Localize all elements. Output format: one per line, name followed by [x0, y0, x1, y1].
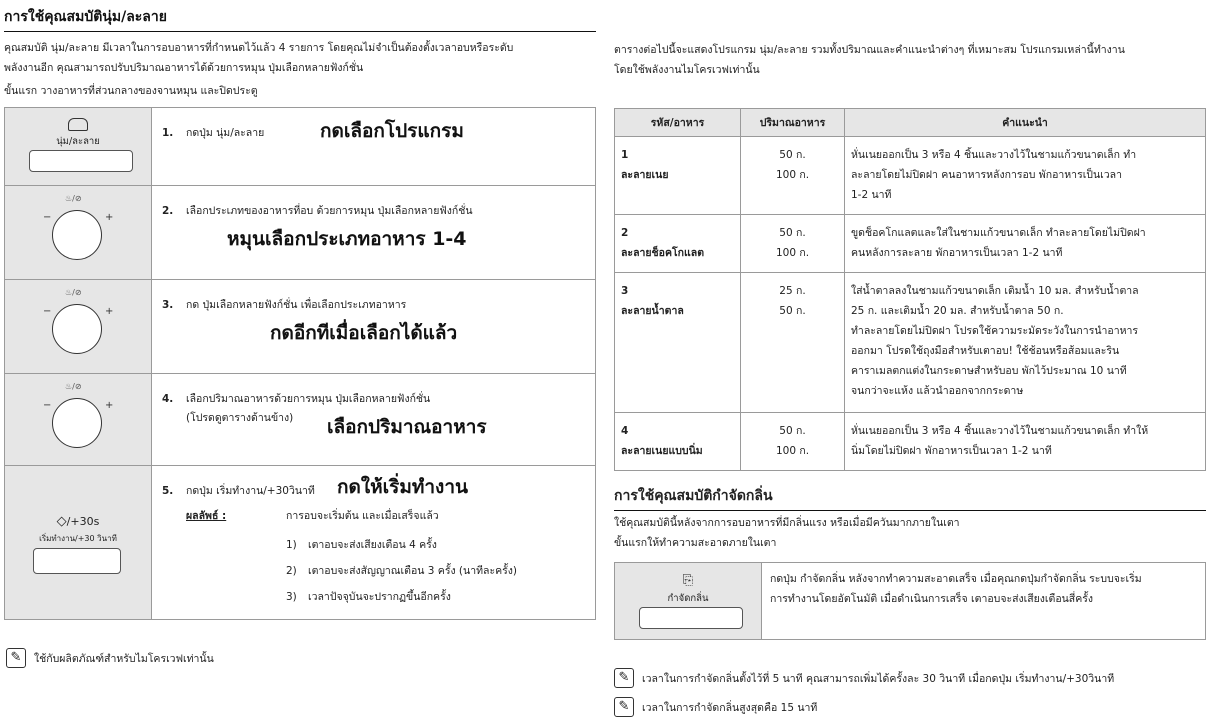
step-row	[5, 466, 596, 620]
list-item	[286, 558, 585, 584]
food-code-cell	[615, 215, 741, 273]
advice-line: ขูดช็อคโกแลตและใส่ในชามแก้วขนาดเล็ก ทำละลายโดยไม่ปิดฝา	[851, 227, 1146, 239]
step-annotation: หมุนเลือกประเภทอาหาร 1-4	[227, 228, 467, 250]
deodorize-icon-cell	[615, 563, 762, 640]
footnote	[6, 648, 214, 668]
first-step-text: ขั้นแรก วางอาหารที่ส่วนกลางของจานหมุน และปิดประตู	[4, 85, 258, 97]
intro-line-1: คุณสมบัติ นุ่ม/ละลาย มีเวลาในการอบอาหารที่กำหนดไว้แล้ว 4 รายการ โดยคุณไม่จำเป็นต้องตั้งเวลาอบหรือระดับ	[4, 42, 514, 54]
amount-value: 100 ก.	[775, 445, 810, 457]
deodorize-note-text: เวลาในการกำจัดกลิ่นสูงสุดคือ 15 นาที	[642, 701, 818, 714]
food-code-cell	[615, 273, 741, 413]
amount-value: 50 ก.	[779, 227, 806, 239]
list-item-text: เวลาปัจจุบันจะปรากฏขึ้นอีกครั้ง	[308, 591, 451, 603]
step-number: 4.	[162, 393, 174, 405]
table-row	[615, 215, 1206, 273]
amount-value: 50 ก.	[779, 305, 806, 317]
step-annotation: กดอีกทีเมื่อเลือกได้แล้ว	[270, 322, 458, 344]
amount-value: 25 ก.	[779, 285, 806, 297]
deodorize-intro-line-2: ขั้นแรกให้ทำความสะอาดภายในเตา	[614, 537, 777, 549]
advice-line: ละลายโดยไม่ปิดฝา คนอาหารหลังการอบ พักอาหารเป็นเวลา	[851, 169, 1122, 181]
column-header-amount: ปริมาณอาหาร	[741, 109, 845, 137]
advice-line: ใส่น้ำตาลลงในชามแก้วขนาดเล็ก เติมน้ำ 10 มล. สำหรับน้ำตาล	[851, 285, 1139, 297]
program-table	[614, 108, 1206, 471]
advice-cell	[845, 137, 1206, 215]
advice-cell	[845, 413, 1206, 471]
food-code-cell	[615, 137, 741, 215]
step-text-cell	[152, 186, 596, 280]
deodorize-note-text: เวลาในการกำจัดกลิ่นตั้งไว้ที่ 5 นาที คุณสามารถเพิ่มได้ครั้งละ 30 วินาที เมื่อกดปุ่ม เริ่มทำงาน/+30วินาที	[642, 672, 1115, 685]
amount-cell	[741, 215, 845, 273]
softening-section	[4, 6, 596, 620]
table-intro-line-1: ตารางต่อไปนี้จะแสดงโปรแกรม นุ่ม/ละลาย รวมทั้งปริมาณและคำแนะนำต่างๆ ที่เหมาะสม โปรแกรมเหล่านี้ทำงาน	[614, 44, 1125, 56]
column-header-advice: คำแนะนำ	[845, 109, 1206, 137]
step-row	[5, 280, 596, 374]
food-code: 2	[621, 227, 629, 239]
advice-line: คาราเมลตกแต่งในกระดาษสำหรับอบ พักไว้ประมาณ 10 นาที	[851, 365, 1127, 377]
step-text: เลือกปริมาณอาหารด้วยการหมุน ปุ่มเลือกหลายฟังก์ชั่น	[186, 393, 431, 405]
step-text-cell	[152, 280, 596, 374]
dial-plus-icon: +	[105, 212, 114, 223]
result-list	[286, 532, 585, 610]
dial-minus-icon: −	[43, 306, 52, 317]
deodorize-icon: ⎘	[682, 573, 694, 588]
step-text: เลือกประเภทของอาหารที่อบ ด้วยการหมุน ปุ่มเลือกหลายฟังก์ชั่น	[186, 205, 473, 217]
step-icon-cell	[5, 466, 152, 620]
start-icon-text: /+30s	[66, 515, 100, 528]
steps-table	[4, 107, 596, 620]
dial-mode-icon: ♨/⊘	[65, 194, 82, 203]
dial-plus-icon: +	[105, 306, 114, 317]
list-item	[286, 532, 585, 558]
food-code-cell	[615, 413, 741, 471]
section-title-soften: การใช้คุณสมบัตินุ่ม/ละลาย	[4, 6, 596, 32]
footnote-text: ใช้กับผลิตภัณฑ์สำหรับไมโครเวฟเท่านั้น	[34, 652, 214, 665]
amount-value: 100 ก.	[775, 169, 810, 181]
start-icon: ◇	[56, 514, 67, 529]
deodorize-text-cell	[762, 563, 1206, 640]
intro-paragraph	[4, 38, 596, 78]
deodorize-note-2	[614, 697, 817, 717]
multi-function-dial[interactable]	[52, 304, 102, 354]
step-row	[5, 186, 596, 280]
advice-cell	[845, 215, 1206, 273]
deodorize-intro-line-1: ใช้คุณสมบัตินี้หลังจากการอบอาหารที่มีกลิ่นแรง หรือเมื่อมีควันมากภายในเตา	[614, 517, 960, 529]
step-icon-cell	[5, 374, 152, 466]
step-icon-cell	[5, 186, 152, 280]
dial-mode-icon: ♨/⊘	[65, 382, 82, 391]
step-subtext: (โปรดดูตารางด้านข้าง)	[186, 412, 294, 424]
food-code: 3	[621, 285, 629, 297]
dial-plus-icon: +	[105, 400, 114, 411]
deodorize-button[interactable]	[639, 607, 743, 629]
dial-minus-icon: −	[43, 400, 52, 411]
food-code: 1	[621, 149, 629, 161]
advice-line: ทำละลายโดยไม่ปิดฝา โปรดใช้ความระมัดระวังในการนำอาหาร	[851, 325, 1139, 337]
deodorize-button-label: กำจัดกลิ่น	[667, 593, 709, 604]
note-pencil-icon: ✎	[614, 668, 634, 688]
amount-value: 50 ก.	[779, 149, 806, 161]
list-item-number: 3)	[286, 591, 297, 603]
result-label: ผลลัพธ์ :	[186, 510, 227, 522]
table-row	[615, 413, 1206, 471]
food-code: 4	[621, 425, 629, 437]
result-block	[162, 507, 585, 526]
advice-cell	[845, 273, 1206, 413]
soften-button-label: นุ่ม/ละลาย	[56, 136, 100, 147]
section-title-deodorize: การใช้คุณสมบัติกำจัดกลิ่น	[614, 485, 1206, 511]
advice-line: นิ่มโดยไม่ปิดฝา พักอาหารเป็นเวลา 1-2 นาที	[851, 445, 1052, 457]
list-item-number: 2)	[286, 565, 297, 577]
step-text: กด ปุ่มเลือกหลายฟังก์ชั่น เพื่อเลือกประเภทอาหาร	[186, 299, 407, 311]
soften-button[interactable]	[29, 150, 133, 172]
result-intro: การอบจะเริ่มต้น และเมื่อเสร็จแล้ว	[286, 510, 439, 522]
table-header-row	[615, 109, 1206, 137]
note-pencil-icon: ✎	[6, 648, 26, 668]
amount-cell	[741, 413, 845, 471]
multi-function-dial[interactable]	[52, 398, 102, 448]
column-header-code: รหัส/อาหาร	[615, 109, 741, 137]
list-item	[286, 584, 585, 610]
list-item-text: เตาอบจะส่งสัญญาณเตือน 3 ครั้ง (นาทีละครั้ง)	[308, 565, 517, 577]
food-name: ละลายเนย	[621, 169, 669, 181]
table-intro	[614, 40, 1206, 80]
step-annotation: กดเลือกโปรแกรม	[320, 120, 464, 142]
note-pencil-icon: ✎	[614, 697, 634, 717]
dial-mode-icon: ♨/⊘	[65, 288, 82, 297]
step-number: 3.	[162, 299, 174, 311]
amount-cell	[741, 137, 845, 215]
food-name: ละลายน้ำตาล	[621, 305, 684, 317]
step-text-cell	[152, 108, 596, 186]
advice-line: 1-2 นาที	[851, 189, 892, 201]
advice-line: ออกมา โปรดใช้ถุงมือสำหรับเตาอบ! ใช้ช้อนหรือส้อมและริน	[851, 345, 1120, 357]
step-annotation: เลือกปริมาณอาหาร	[327, 416, 487, 438]
deodorize-note-1	[614, 668, 1114, 688]
amount-value: 100 ก.	[775, 247, 810, 259]
food-name: ละลายเนยแบบนิ่ม	[621, 445, 703, 457]
step-annotation: กดให้เริ่มทำงาน	[337, 476, 468, 498]
deodorize-row	[615, 563, 1206, 640]
step-icon-cell	[5, 108, 152, 186]
step-number: 1.	[162, 127, 174, 139]
start-button-label: เริ่มทำงาน/+30 วินาที	[39, 534, 117, 543]
multi-function-dial[interactable]	[52, 210, 102, 260]
food-name: ละลายช็อคโกแลต	[621, 247, 705, 259]
table-intro-line-2: โดยใช้พลังงานไมโครเวฟเท่านั้น	[614, 64, 760, 76]
step-row	[5, 374, 596, 466]
step-number: 5.	[162, 485, 174, 497]
advice-line: คนหลังการละลาย พักอาหารเป็นเวลา 1-2 นาที	[851, 247, 1063, 259]
list-item-text: เตาอบจะส่งเสียงเตือน 4 ครั้ง	[308, 539, 437, 551]
advice-line: หั่นเนยออกเป็น 3 หรือ 4 ชิ้นและวางไว้ในชามแก้วขนาดเล็ก ทำ	[851, 149, 1137, 161]
step-text-cell	[152, 374, 596, 466]
table-row	[615, 137, 1206, 215]
step-icon-cell	[5, 280, 152, 374]
deodorize-table	[614, 562, 1206, 640]
soften-icon	[68, 118, 88, 131]
step-row	[5, 108, 596, 186]
step-text-cell	[152, 466, 596, 620]
deodorize-text-line-1: กดปุ่ม กำจัดกลิ่น หลังจากทำความสะอาดเสร็จ เมื่อคุณกดปุ่มกำจัดกลิ่น ระบบจะเริ่ม	[770, 573, 1142, 585]
advice-line: หั่นเนยออกเป็น 3 หรือ 4 ชิ้นและวางไว้ในชามแก้วขนาดเล็ก ทำให้	[851, 425, 1149, 437]
amount-cell	[741, 273, 845, 413]
advice-line: จนกว่าจะแห้ง แล้วนำออกจากกระดาษ	[851, 385, 1024, 397]
amount-value: 50 ก.	[779, 425, 806, 437]
step-text: กดปุ่ม เริ่มทำงาน/+30วินาที	[186, 485, 315, 497]
step-number: 2.	[162, 205, 174, 217]
start-button[interactable]	[33, 548, 121, 574]
list-item-number: 1)	[286, 539, 297, 551]
program-table-section	[614, 40, 1206, 471]
intro-line-2: พลังงานอีก คุณสามารถปรับปริมาณอาหารได้ด้วยการหมุน ปุ่มเลือกหลายฟังก์ชั่น	[4, 62, 364, 74]
start-icon-line	[5, 514, 151, 529]
table-row	[615, 273, 1206, 413]
dial-minus-icon: −	[43, 212, 52, 223]
step-text: กดปุ่ม นุ่ม/ละลาย	[186, 127, 265, 139]
advice-line: 25 ก. และเติมน้ำ 20 มล. สำหรับน้ำตาล 50 ก.	[851, 305, 1064, 317]
deodorize-text-line-2: การทำงานโดยอัตโนมัติ เมื่อดำเนินการเสร็จ เตาอบจะส่งเสียงเตือนสี่ครั้ง	[770, 593, 1094, 605]
deodorize-intro	[614, 513, 1206, 553]
